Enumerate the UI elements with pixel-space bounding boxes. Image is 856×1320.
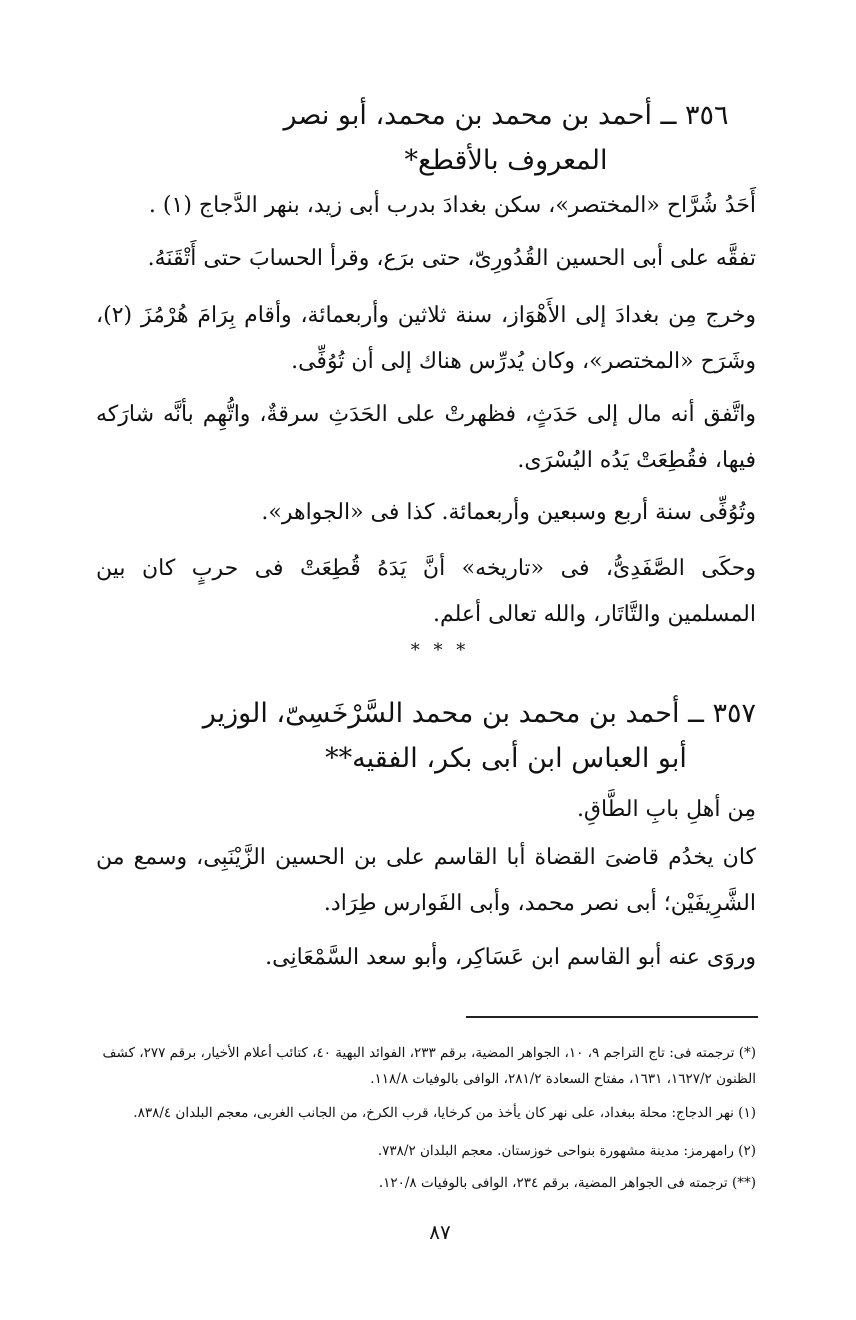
entry-356-title-line2: المعروف بالأقطع* [404,145,608,176]
footnote-secondary: (**) ترجمته فى الجواهر المضية، برقم ٢٣٤، الوافى بالوفيات ١٢٠/٨. [378,1175,756,1191]
entry-357-title-line2: أبو العباس ابن أبى بكر، الفقيه** [325,743,687,774]
entry-356-title-line1: ٣٥٦ ــ أحمد بن محمد بن محمد، أبو نصر [283,100,729,131]
section-separator: * * * [410,640,470,661]
footnote-rule [466,1016,758,1018]
page-number: ٨٧ [429,1220,451,1244]
entry-356-paragraph: وتُوُفِّى سنة أربع وسبعين وأربعمائة. كذا فى «الجواهر». [261,500,756,525]
entry-357-title-line1: ٣٥٧ ــ أحمد بن محمد بن محمد السَّرْخَسِىّ، الوزير [202,698,756,729]
entry-356-paragraph: واتَّفق أنه مال إلى حَدَثٍ، فظهرتْ على الحَدَثِ سرقةٌ، واتُّهِم بأنَّه شارَكه فيها، فقُطِعَتْ يَدُه اليُسْرَى. [96,402,756,473]
entry-356-paragraph: وخرج مِن بغدادَ إلى الأَهْوَاز، سنة ثلاثين وأربعمائة، وأقام بِرَامَ هُرْمُزَ (٢)، وشَرَح «المختصر»، وكان يُدرِّس هناك إلى أن تُوُفِّى. [96,303,756,374]
entry-356-paragraph: تفقَّه على أبى الحسين القُدُورِىّ، حتى برَع، وقرأ الحسابَ حتى أَتْقَنَهُ. [147,246,756,271]
footnote-2: (٢) رامهرمز: مدينة مشهورة بنواحى خوزستان. معجم البلدان ٧٣٨/٢. [377,1143,756,1159]
footnote-1: (١) نهر الدجاج: محلة ببغداد، على نهر كان يأخذ من كرخايا، قرب الكرخ، من الجانب الغربى، معجم البلدان ٨٣٨/٤. [133,1105,756,1121]
entry-356-paragraph: أَحَدُ شُرَّاح «المختصر»، سكن بغدادَ بدرب أبى زيد، بنهر الدَّجاج (١) . [148,193,756,218]
entry-357-paragraph: وروَى عنه أبو القاسم ابن عَسَاكِر، وأبو سعد السَّمْعَانِى. [265,945,756,970]
entry-357-paragraph: مِن أهلِ بابِ الطَّاقِ. [576,797,756,822]
entry-356-paragraph: وحكَى الصَّفَدِىُّ، فى «تاريخه» أنَّ يَدَهُ قُطِعَتْ فى حربٍ كان بين المسلمين والتَّاتَار، والله تعالى أعلم. [96,556,756,627]
entry-357-paragraph: كان يخدُم قاضىَ القضاة أبا القاسم على بن الحسين الزَّيْنَبِى، وسمع من الشَّرِيفَيْن؛ أبى نصر محمد، وأبى الفَوارس طِرَاد. [96,845,756,916]
footnote-main: (*) ترجمته فى: تاج التراجم ٩، ١٠، الجواهر المضية، برقم ٢٣٣، الفوائد البهية ٤٠، كتائب أعلام الأخيار، برقم ٢٧٧، كشف الظنون ١٦٢٧/٢، ١٦٣١، مفتاح السعادة ٢٨١/٢، الوافى بالوفيات ١١٨/٨. [102,1045,756,1087]
